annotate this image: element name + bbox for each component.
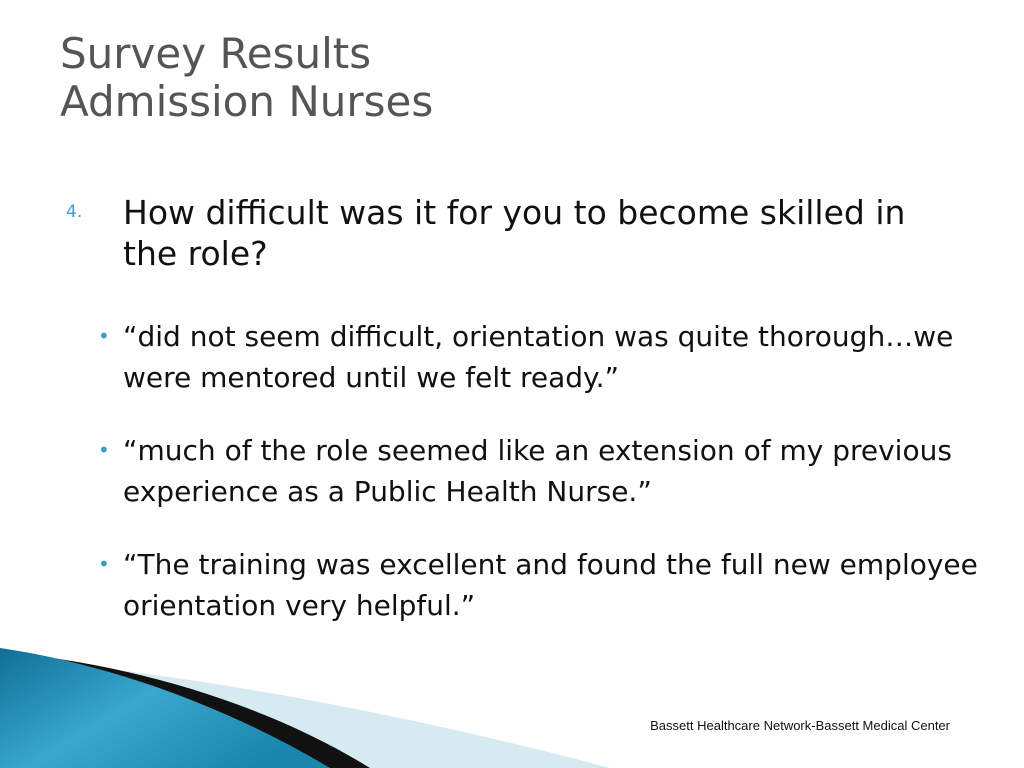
quote-text: “much of the role seemed like an extension of my previous experience as a Public Health Nurse.” (123, 434, 952, 508)
bullet-icon: • (98, 552, 110, 576)
footer-text: Bassett Healthcare Network-Bassett Medical Center (650, 718, 950, 733)
slide-title (60, 30, 433, 126)
title-line-1: Survey Results (60, 29, 372, 78)
question-number: 4. (66, 202, 83, 222)
title-line-2: Admission Nurses (60, 77, 434, 126)
quote-item (98, 430, 978, 512)
bullet-icon: • (98, 438, 110, 462)
quote-list (98, 316, 978, 658)
question-text: How difficult was it for you to become skilled in the role? (123, 193, 906, 273)
quote-item (98, 544, 978, 626)
quote-text: “did not seem difficult, orientation was quite thorough…we were mentored until we felt ready.” (123, 320, 954, 394)
bullet-icon: • (98, 324, 110, 348)
quote-item (98, 316, 978, 398)
quote-text: “The training was excellent and found the full new employee orientation very helpful.” (123, 548, 978, 622)
